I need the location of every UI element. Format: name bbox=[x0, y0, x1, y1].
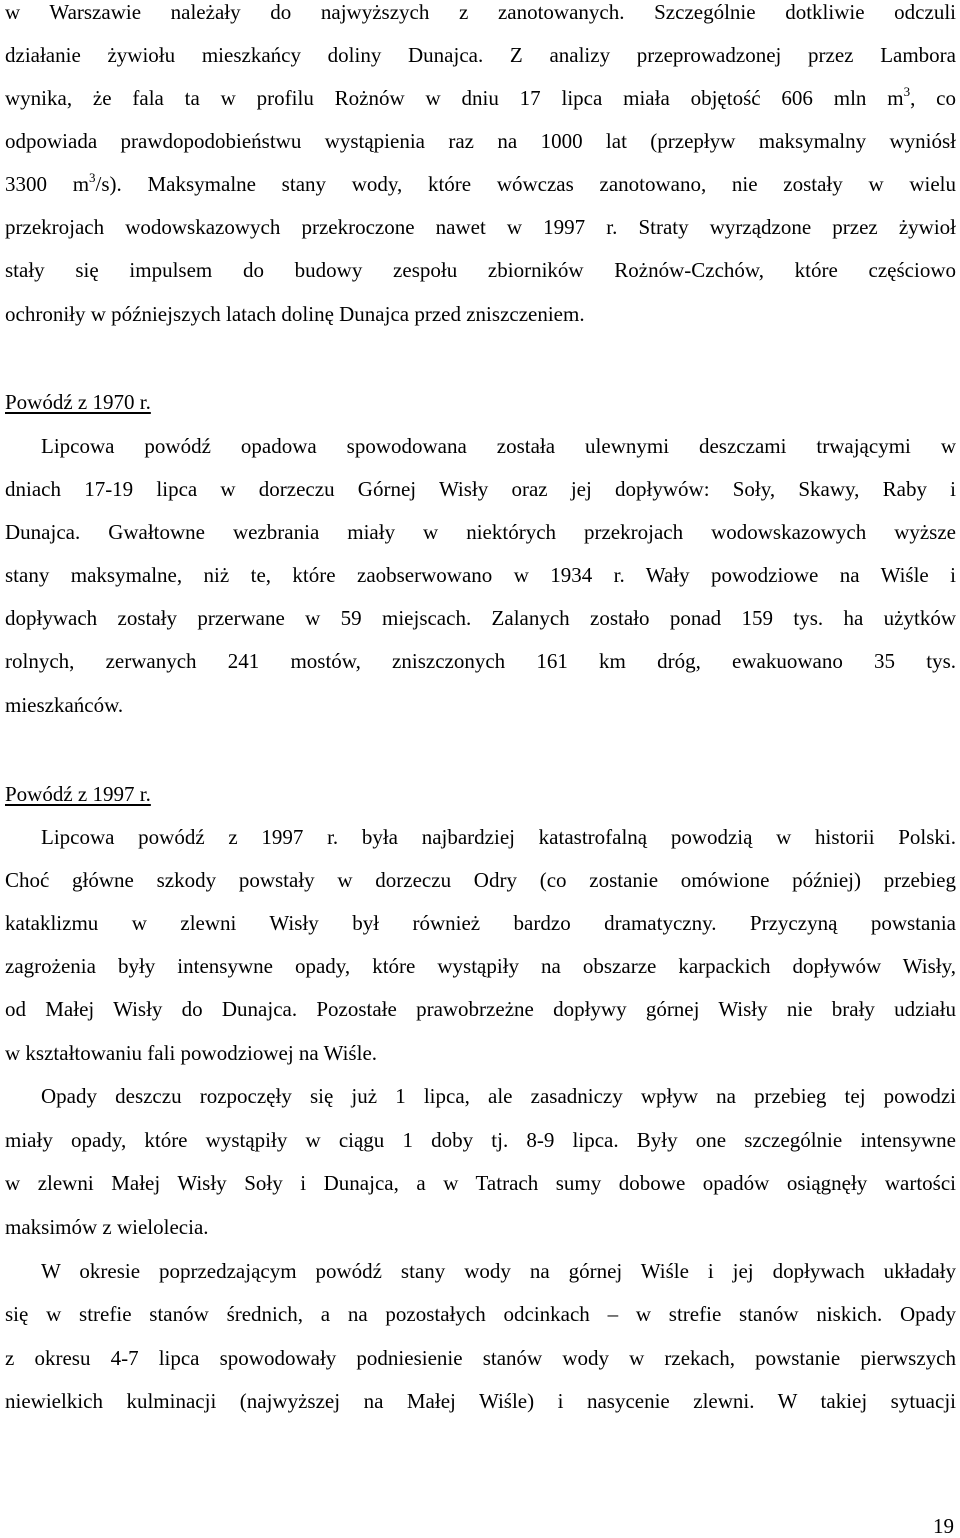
text-line: w zlewni Małej Wisły Soły i Dunajca, a w Tatrach sumy dobowe opadów osiągnęły wartości bbox=[5, 1171, 956, 1195]
text-line: kataklizmu w zlewni Wisły był również bardzo dramatyczny. Przyczyną powstania bbox=[5, 911, 956, 935]
text-line: dopływach zostały przerwane w 59 miejscach. Zalanych zostało ponad 159 tys. ha użytków bbox=[5, 606, 956, 630]
text-line: działanie żywiołu mieszkańcy doliny Dunajca. Z analizy przeprowadzonej przez Lambora bbox=[5, 43, 956, 67]
text-line: zagrożenia były intensywne opady, które wystąpiły na obszarze karpackich dopływów Wisły, bbox=[5, 954, 956, 978]
text-line: dniach 17-19 lipca w dorzeczu Górnej Wisły oraz jej dopływów: Soły, Skawy, Raby i bbox=[5, 477, 956, 501]
text-line: Lipcowa powódź opadowa spowodowana została ulewnymi deszczami trwającymi w bbox=[41, 434, 956, 458]
text-line bbox=[5, 86, 956, 110]
text-line: Lipcowa powódź z 1997 r. była najbardziej katastrofalną powodzią w historii Polski. bbox=[41, 825, 956, 849]
text-line: w kształtowaniu fali powodziowej na Wiśle. bbox=[5, 1041, 378, 1065]
section-heading: Powódź z 1997 r. bbox=[5, 782, 151, 806]
text-line: z okresu 4-7 lipca spowodowały podniesienie stanów wody w rzekach, powstanie pierwszych bbox=[5, 1346, 956, 1370]
text-line: odpowiada prawdopodobieństwu wystąpienia raz na 1000 lat (przepływ maksymalny wyniósł bbox=[5, 129, 956, 153]
text-line: Choć główne szkody powstały w dorzeczu Odry (co zostanie omówione później) przebieg bbox=[5, 868, 956, 892]
text-fragment: , co bbox=[910, 86, 956, 110]
text-line: rolnych, zerwanych 241 mostów, zniszczonych 161 km dróg, ewakuowano 35 tys. bbox=[5, 649, 956, 673]
text-fragment: /s). Maksymalne stany wody, które wówczas zanotowano, nie zostały w wielu bbox=[95, 172, 956, 196]
text-line: stany maksymalne, niż te, które zaobserwowano w 1934 r. Wały powodziowe na Wiśle i bbox=[5, 563, 956, 587]
text-line: Dunajca. Gwałtowne wezbrania miały w niektórych przekrojach wodowskazowych wyższe bbox=[5, 520, 956, 544]
text-line: maksimów z wielolecia. bbox=[5, 1215, 209, 1239]
superscript: 3 bbox=[903, 84, 911, 99]
text-fragment: 3300 m bbox=[5, 172, 90, 196]
text-line bbox=[5, 172, 956, 196]
text-line: W okresie poprzedzającym powódź stany wody na górnej Wiśle i jej dopływach układały bbox=[41, 1259, 956, 1283]
text-line: Opady deszczu rozpoczęły się już 1 lipca, ale zasadniczy wpływ na przebieg tej powodzi bbox=[41, 1084, 956, 1108]
text-line: w Warszawie należały do najwyższych z zanotowanych. Szczególnie dotkliwie odczuli bbox=[5, 0, 956, 24]
superscript: 3 bbox=[89, 170, 96, 185]
text-line: miały opady, które wystąpiły w ciągu 1 doby tj. 8-9 lipca. Były one szczególnie intensywne bbox=[5, 1128, 956, 1152]
text-line: stały się impulsem do budowy zespołu zbiorników Rożnów-Czchów, które częściowo bbox=[5, 258, 956, 282]
text-line: przekrojach wodowskazowych przekroczone nawet w 1997 r. Straty wyrządzone przez żywioł bbox=[5, 215, 956, 239]
text-line: niewielkich kulminacji (najwyższej na Małej Wiśle) i nasycenie zlewni. W takiej sytuacji bbox=[5, 1389, 956, 1413]
text-fragment: wynika, że fala ta w profilu Rożnów w dniu 17 lipca miała objętość 606 mln m bbox=[5, 86, 904, 110]
text-line: mieszkańców. bbox=[5, 693, 124, 717]
section-heading: Powódź z 1970 r. bbox=[5, 390, 151, 414]
text-line: od Małej Wisły do Dunajca. Pozostałe prawobrzeżne dopływy górnej Wisły nie brały udziału bbox=[5, 997, 956, 1021]
text-line: ochroniły w późniejszych latach dolinę Dunajca przed zniszczeniem. bbox=[5, 302, 585, 326]
text-line: się w strefie stanów średnich, a na pozostałych odcinkach – w strefie stanów niskich. Opady bbox=[5, 1302, 956, 1326]
page-number: 19 bbox=[933, 1514, 954, 1538]
